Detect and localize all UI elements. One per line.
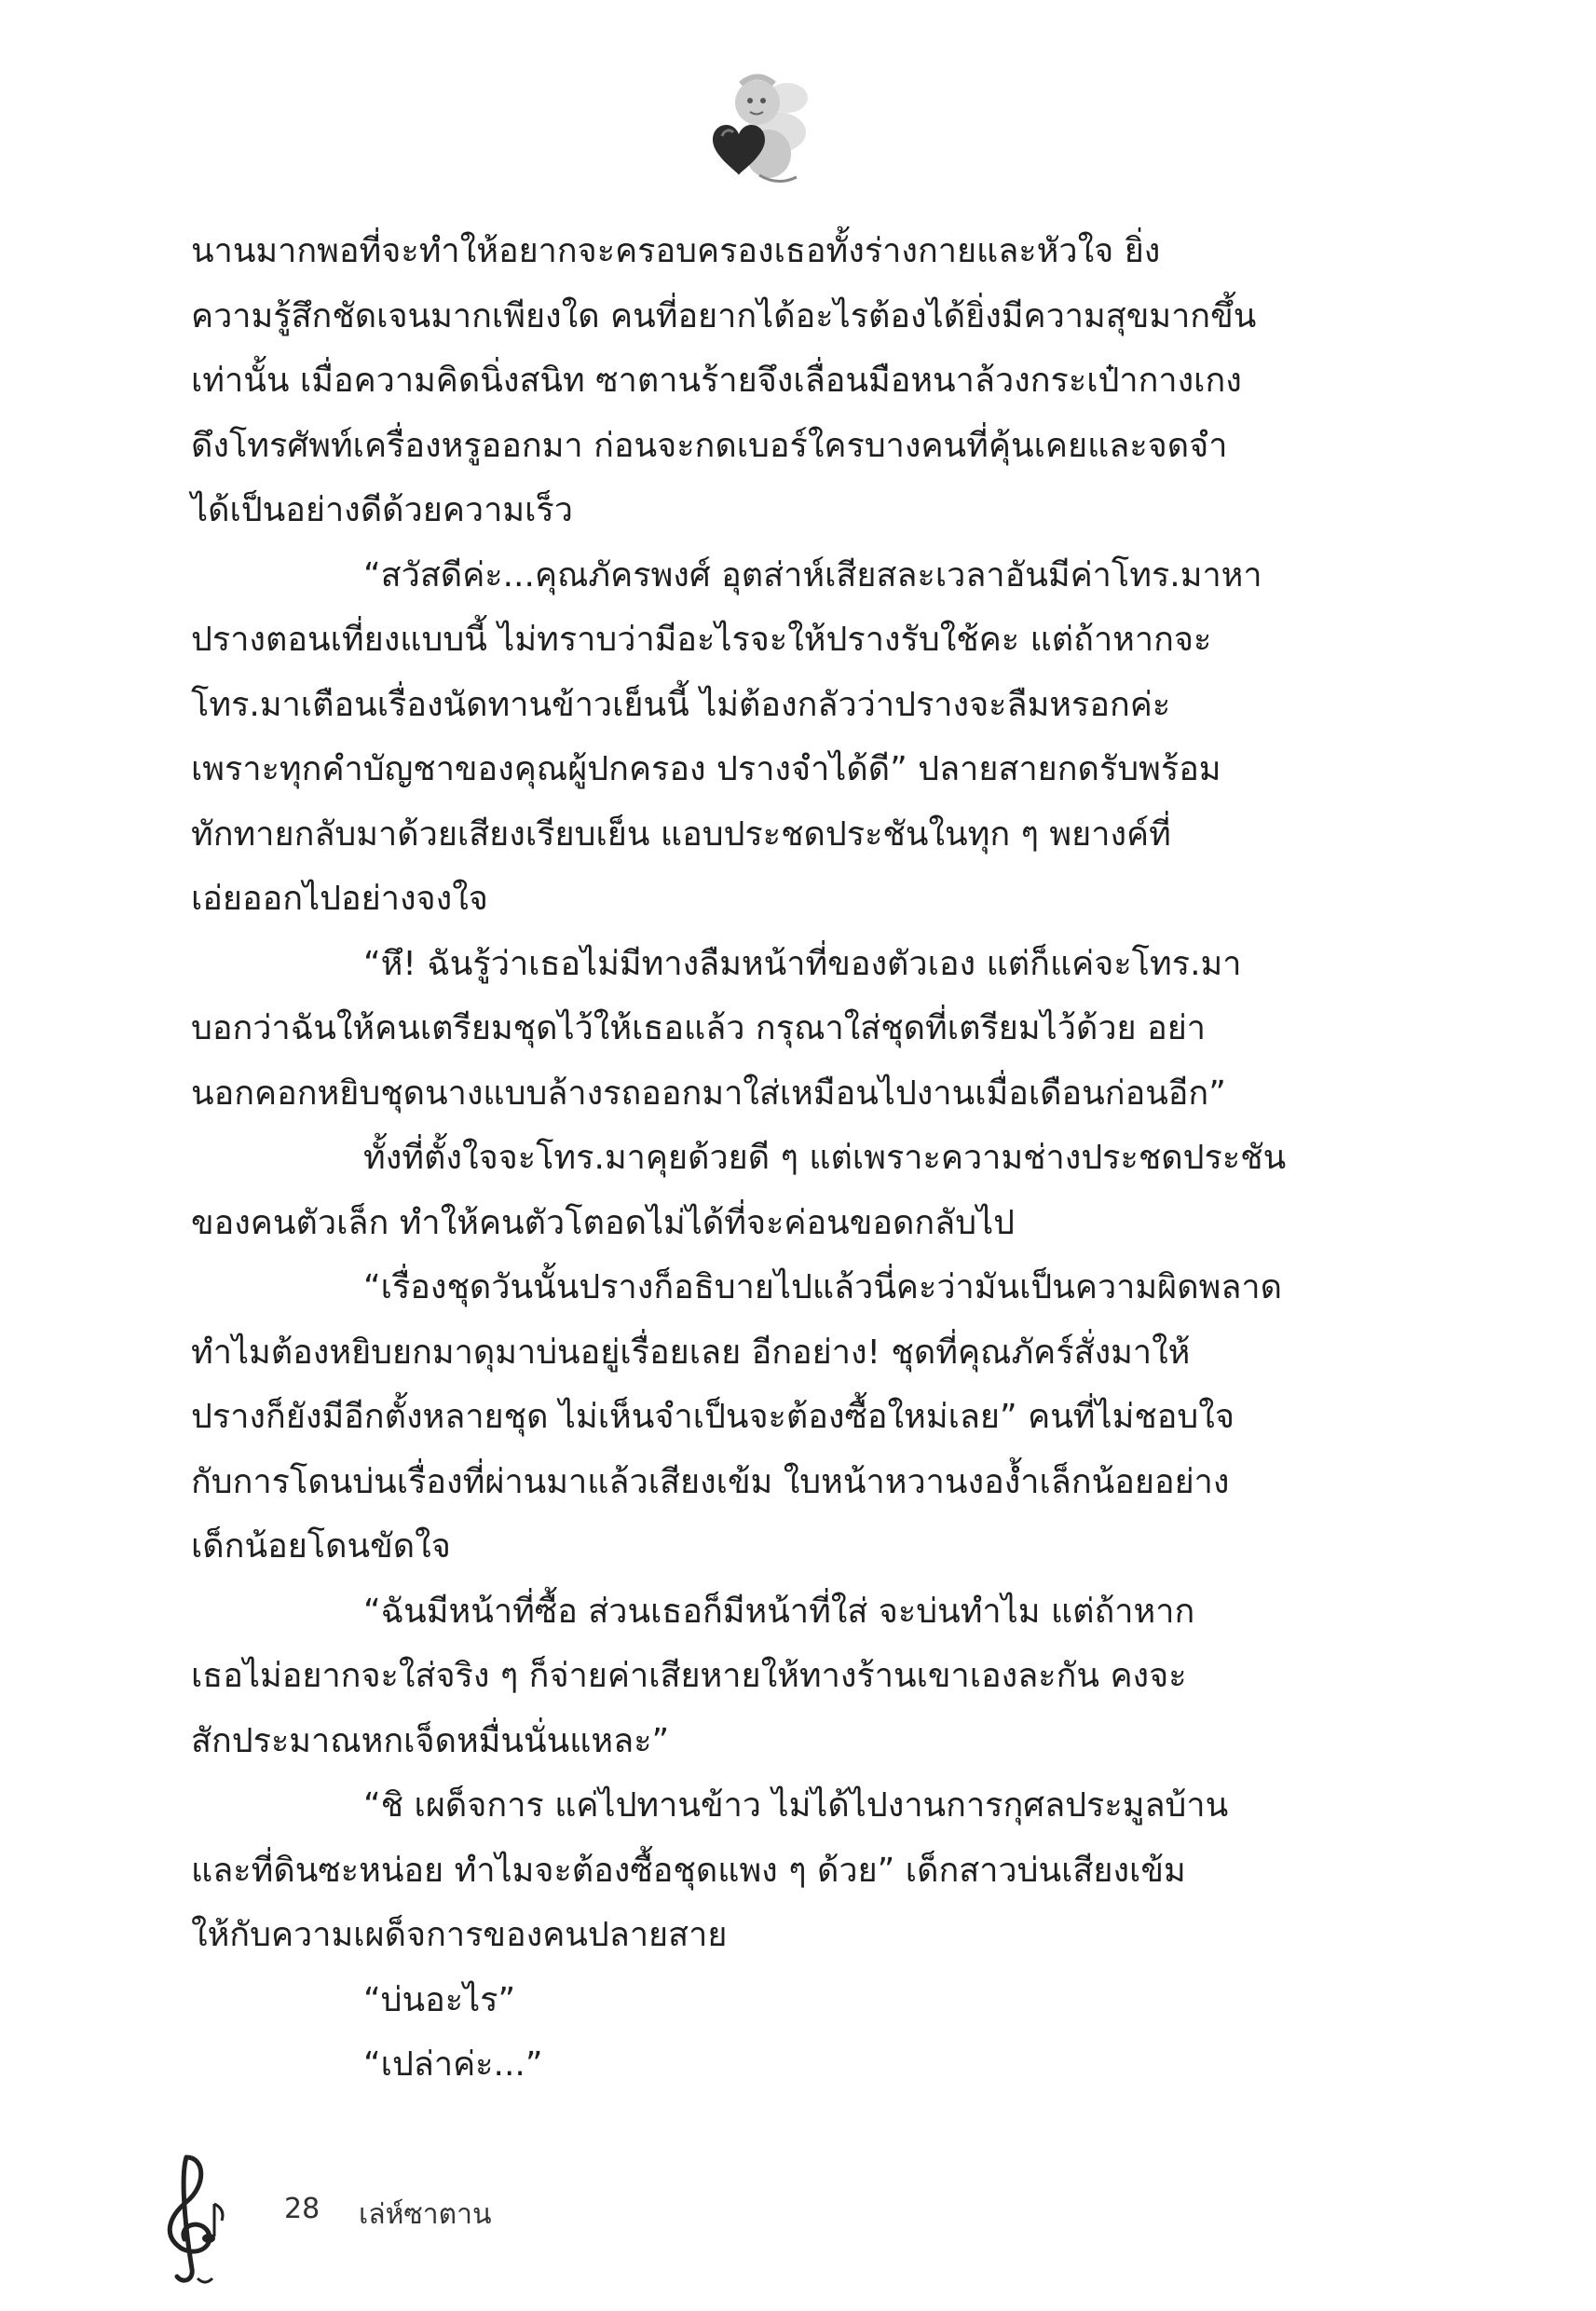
- text-line: ดึงโทรศัพท์เครื่องหรูออกมา ก่อนจะกดเบอร์ใครบางคนที่คุ้นเคยและจดจำ: [191, 426, 1228, 465]
- text-line: นานมากพอที่จะทำให้อยากจะครอบครองเธอทั้งร่างกายและหัวใจ ยิ่ง: [191, 232, 1161, 270]
- text-line: “หึ! ฉันรู้ว่าเธอไม่มีทางลืมหน้าที่ของตัวเอง แต่ก็แค่จะโทร.มา: [363, 944, 1242, 983]
- page-number: 28: [284, 2193, 321, 2225]
- text-line: ทำไมต้องหยิบยกมาดุมาบ่นอยู่เรื่อยเลย อีกอย่าง! ชุดที่คุณภัคร์สั่งมาให้: [191, 1333, 1191, 1372]
- text-line: บอกว่าฉันให้คนเตรียมชุดไว้ให้เธอแล้ว กรุณาใส่ชุดที่เตรียมไว้ด้วย อย่า: [191, 1009, 1206, 1047]
- text-line: “เรื่องชุดวันนั้นปรางก็อธิบายไปแล้วนี่คะว่ามันเป็นความผิดพลาด: [363, 1268, 1282, 1306]
- text-line: ทักทายกลับมาด้วยเสียงเรียบเย็น แอบประชดประชันในทุก ๆ พยางค์ที่: [191, 814, 1171, 854]
- text-line: ปรางก็ยังมีอีกตั้งหลายชุด ไม่เห็นจำเป็นจะต้องซื้อใหม่เลย” คนที่ไม่ชอบใจ: [191, 1398, 1235, 1436]
- text-line: “สวัสดีค่ะ...คุณภัครพงศ์ อุตส่าห์เสียสละเวลาอันมีค่าโทร.มาหา: [363, 555, 1262, 595]
- treble-clef-icon: [149, 2148, 242, 2288]
- text-line: ให้กับความเผด็จการของคนปลายสาย: [191, 1916, 728, 1954]
- body-text: [191, 219, 1339, 2098]
- text-line: “บ่นอะไร”: [363, 1980, 516, 2019]
- text-line: “ฉันมีหน้าที่ซื้อ ส่วนเธอก็มีหน้าที่ใส่ จะบ่นทำไม แต่ถ้าหาก: [363, 1592, 1195, 1631]
- page-footer: [149, 2148, 708, 2288]
- text-line: ความรู้สึกชัดเจนมากเพียงใด คนที่อยากได้อะไรต้องได้ยิ่งมีความสุขมากขึ้น: [191, 296, 1257, 335]
- text-line: ของคนตัวเล็ก ทำให้คนตัวโตอดไม่ได้ที่จะค่อนขอดกลับไป: [191, 1203, 1016, 1242]
- text-line: เพราะทุกคำบัญชาของคุณผู้ปกครอง ปรางจำได้ดี” ปลายสายกดรับพร้อม: [191, 750, 1221, 788]
- text-line: เธอไม่อยากจะใส่จริง ๆ ก็จ่ายค่าเสียหายให้ทางร้านเขาเองละกัน คงจะ: [191, 1657, 1187, 1695]
- text-line: เท่านั้น เมื่อความคิดนิ่งสนิท ซาตานร้ายจึงเลื่อนมือหนาล้วงกระเป๋ากางเกง: [191, 362, 1242, 400]
- text-line: สักประมาณหกเจ็ดหมื่นนั่นแหละ”: [191, 1721, 670, 1760]
- book-title: เล่ห์ซาตาน: [359, 2198, 492, 2231]
- text-line: ทั้งที่ตั้งใจจะโทร.มาคุยด้วยดี ๆ แต่เพราะความช่างประชดประชัน: [363, 1139, 1287, 1177]
- text-line: และที่ดินซะหน่อย ทำไมจะต้องซื้อชุดแพง ๆ ด้วย” เด็กสาวบ่นเสียงเข้ม: [191, 1851, 1186, 1890]
- text-line: เด็กน้อยโดนขัดใจ: [191, 1527, 451, 1566]
- text-line: “เปล่าค่ะ...”: [363, 2045, 543, 2084]
- text-line: “ชิ เผด็จการ แค่ไปทานข้าว ไม่ได้ไปงานการกุศลประมูลบ้าน: [363, 1786, 1229, 1825]
- cupid-heart-icon: [694, 65, 815, 191]
- text-line: โทร.มาเตือนเรื่องนัดทานข้าวเย็นนี้ ไม่ต้องกลัวว่าปรางจะลืมหรอกค่ะ: [191, 685, 1171, 724]
- text-line: กับการโดนบ่นเรื่องที่ผ่านมาแล้วเสียงเข้ม ใบหน้าหวานงอง้ำเล็กน้อยอย่าง: [191, 1462, 1230, 1501]
- text-line: ได้เป็นอย่างดีด้วยความเร็ว: [191, 491, 573, 529]
- text-line: นอกคอกหยิบชุดนางแบบล้างรถออกมาใส่เหมือนไปงานเมื่อเดือนก่อนอีก”: [191, 1073, 1226, 1113]
- text-line: เอ่ยออกไปอย่างจงใจ: [191, 880, 488, 918]
- text-line: ปรางตอนเที่ยงแบบนี้ ไม่ทราบว่ามีอะไรจะให้ปรางรับใช้คะ แต่ถ้าหากจะ: [191, 621, 1212, 659]
